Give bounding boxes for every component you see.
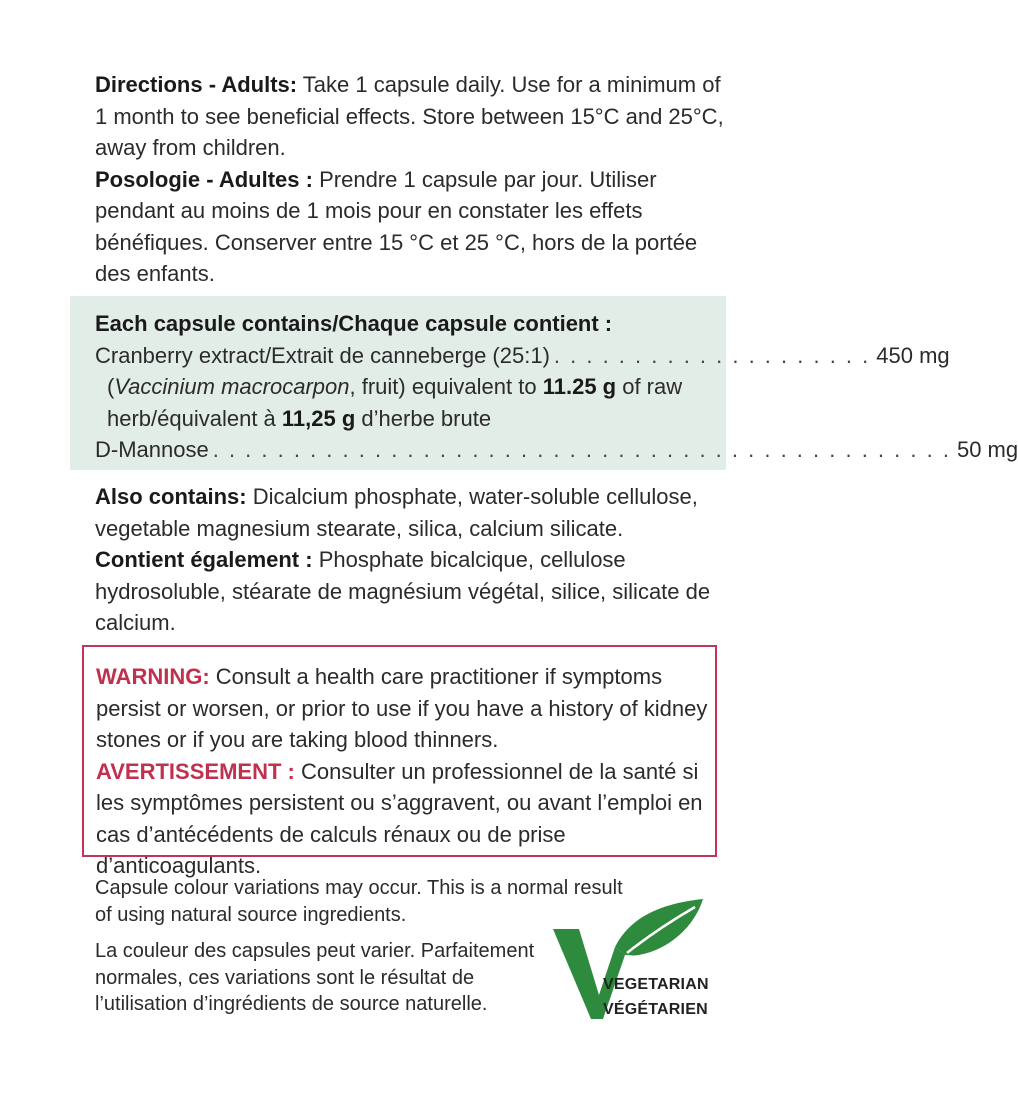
directions-section bbox=[95, 69, 735, 290]
warning-en bbox=[96, 661, 715, 756]
ingredient-detail-text: herb/équivalent à bbox=[107, 405, 282, 431]
ingredient-detail: (Vaccinium macrocarpon, fruit) equivalent to 11.25 g of raw bbox=[107, 374, 683, 399]
vegetarian-label-en: VEGETARIAN bbox=[603, 976, 709, 993]
note-fr-line: La couleur des capsules peut varier. Parfaitement bbox=[95, 940, 535, 962]
note-fr-line: normales, ces variations sont le résultat de bbox=[95, 966, 475, 989]
ingredient-detail-text: d’herbe brute bbox=[355, 405, 492, 431]
note-fr-line: l’utilisation d’ingrédients de source naturelle. bbox=[95, 993, 488, 1015]
warning-en-text: Consult a health care practitioner if symptoms persist or worsen, or prior to use if you have a history of kidney stones or if you are taking blood thinners. bbox=[96, 664, 708, 752]
raw-herb-equivalent-fr: 11,25 g bbox=[281, 405, 356, 431]
dot-leader: . . . . . . . . . . . . . . . . . . . . bbox=[553, 342, 871, 368]
directions-fr bbox=[95, 164, 735, 290]
warning-box bbox=[82, 645, 717, 878]
warning-en-label: WARNING: bbox=[96, 664, 210, 689]
note-en-line: Capsule colour variations may occur. This is a normal result bbox=[95, 877, 623, 899]
latin-name: Vaccinium macrocarpon bbox=[114, 374, 350, 399]
also-contains-en-label: Also contains: bbox=[95, 484, 247, 509]
warning-fr-label: AVERTISSEMENT : bbox=[96, 758, 295, 784]
ingredient-row-cranberry bbox=[95, 340, 950, 372]
ingredient-row-mannose bbox=[95, 434, 1018, 466]
directions-en-label: Directions - Adults: bbox=[95, 72, 298, 97]
dot-leader: . . . . . . . . . . . . . . . . . . . . . . . . . . . . . . . . . . . . . . . . . . . . . . bbox=[212, 437, 951, 462]
ingredient-amount: 50 mg bbox=[956, 437, 1018, 462]
ingredient-amount: 450 mg bbox=[876, 342, 950, 368]
also-contains-fr-text: Phosphate bicalcique, cellulose hydrosoluble, stéarate de magnésium végétal, silice, silicate de calcium. bbox=[95, 547, 711, 635]
also-contains-en bbox=[95, 481, 735, 544]
vegetarian-label-fr: VÉGÉTARIEN bbox=[603, 1001, 708, 1018]
non-medicinal-ingredients bbox=[95, 481, 735, 639]
directions-en bbox=[95, 69, 735, 164]
medicinal-ingredients-box bbox=[70, 296, 1018, 470]
ingredient-detail-text: of raw bbox=[616, 374, 683, 399]
warning-fr-text: Consulter un professionnel de la santé si les symptômes persistent ou s’aggravent, ou avant l’emploi en cas d’antécédents de calculs rénaux ou de prise d’anticoagulants. bbox=[96, 758, 703, 878]
ingredient-detail-fr bbox=[95, 403, 726, 435]
note-en-line: of using natural source ingredients. bbox=[95, 903, 407, 926]
ingredient-detail-text: , fruit) equivalent to bbox=[349, 374, 543, 399]
also-contains-fr bbox=[95, 544, 735, 639]
also-contains-fr-label: Contient également : bbox=[95, 547, 313, 572]
directions-fr-label: Posologie - Adultes : bbox=[95, 166, 313, 192]
directions-en-text: Take 1 capsule daily. Use for a minimum of 1 month to see beneficial effects. Store between 15°C and 25°C, away from children. bbox=[95, 72, 724, 160]
raw-herb-equivalent-en: 11.25 g bbox=[542, 374, 617, 399]
also-contains-en-text: Dicalcium phosphate, water-soluble cellulose, vegetable magnesium stearate, silica, calcium silicate. bbox=[95, 484, 698, 541]
warning-fr bbox=[96, 756, 715, 882]
ingredient-name: Cranberry extract/Extrait de canneberge (25:1) bbox=[95, 342, 550, 368]
ingredients-heading: Each capsule contains/Chaque capsule contient : bbox=[95, 311, 613, 336]
ingredient-name: D-Mannose bbox=[95, 437, 209, 462]
directions-fr-text: Prendre 1 capsule par jour. Utiliser pendant au moins de 1 mois pour en constater les effets bénéfiques. Conserver entre 15 °C et 25 °C, hors de la portée des enfants. bbox=[95, 166, 698, 286]
